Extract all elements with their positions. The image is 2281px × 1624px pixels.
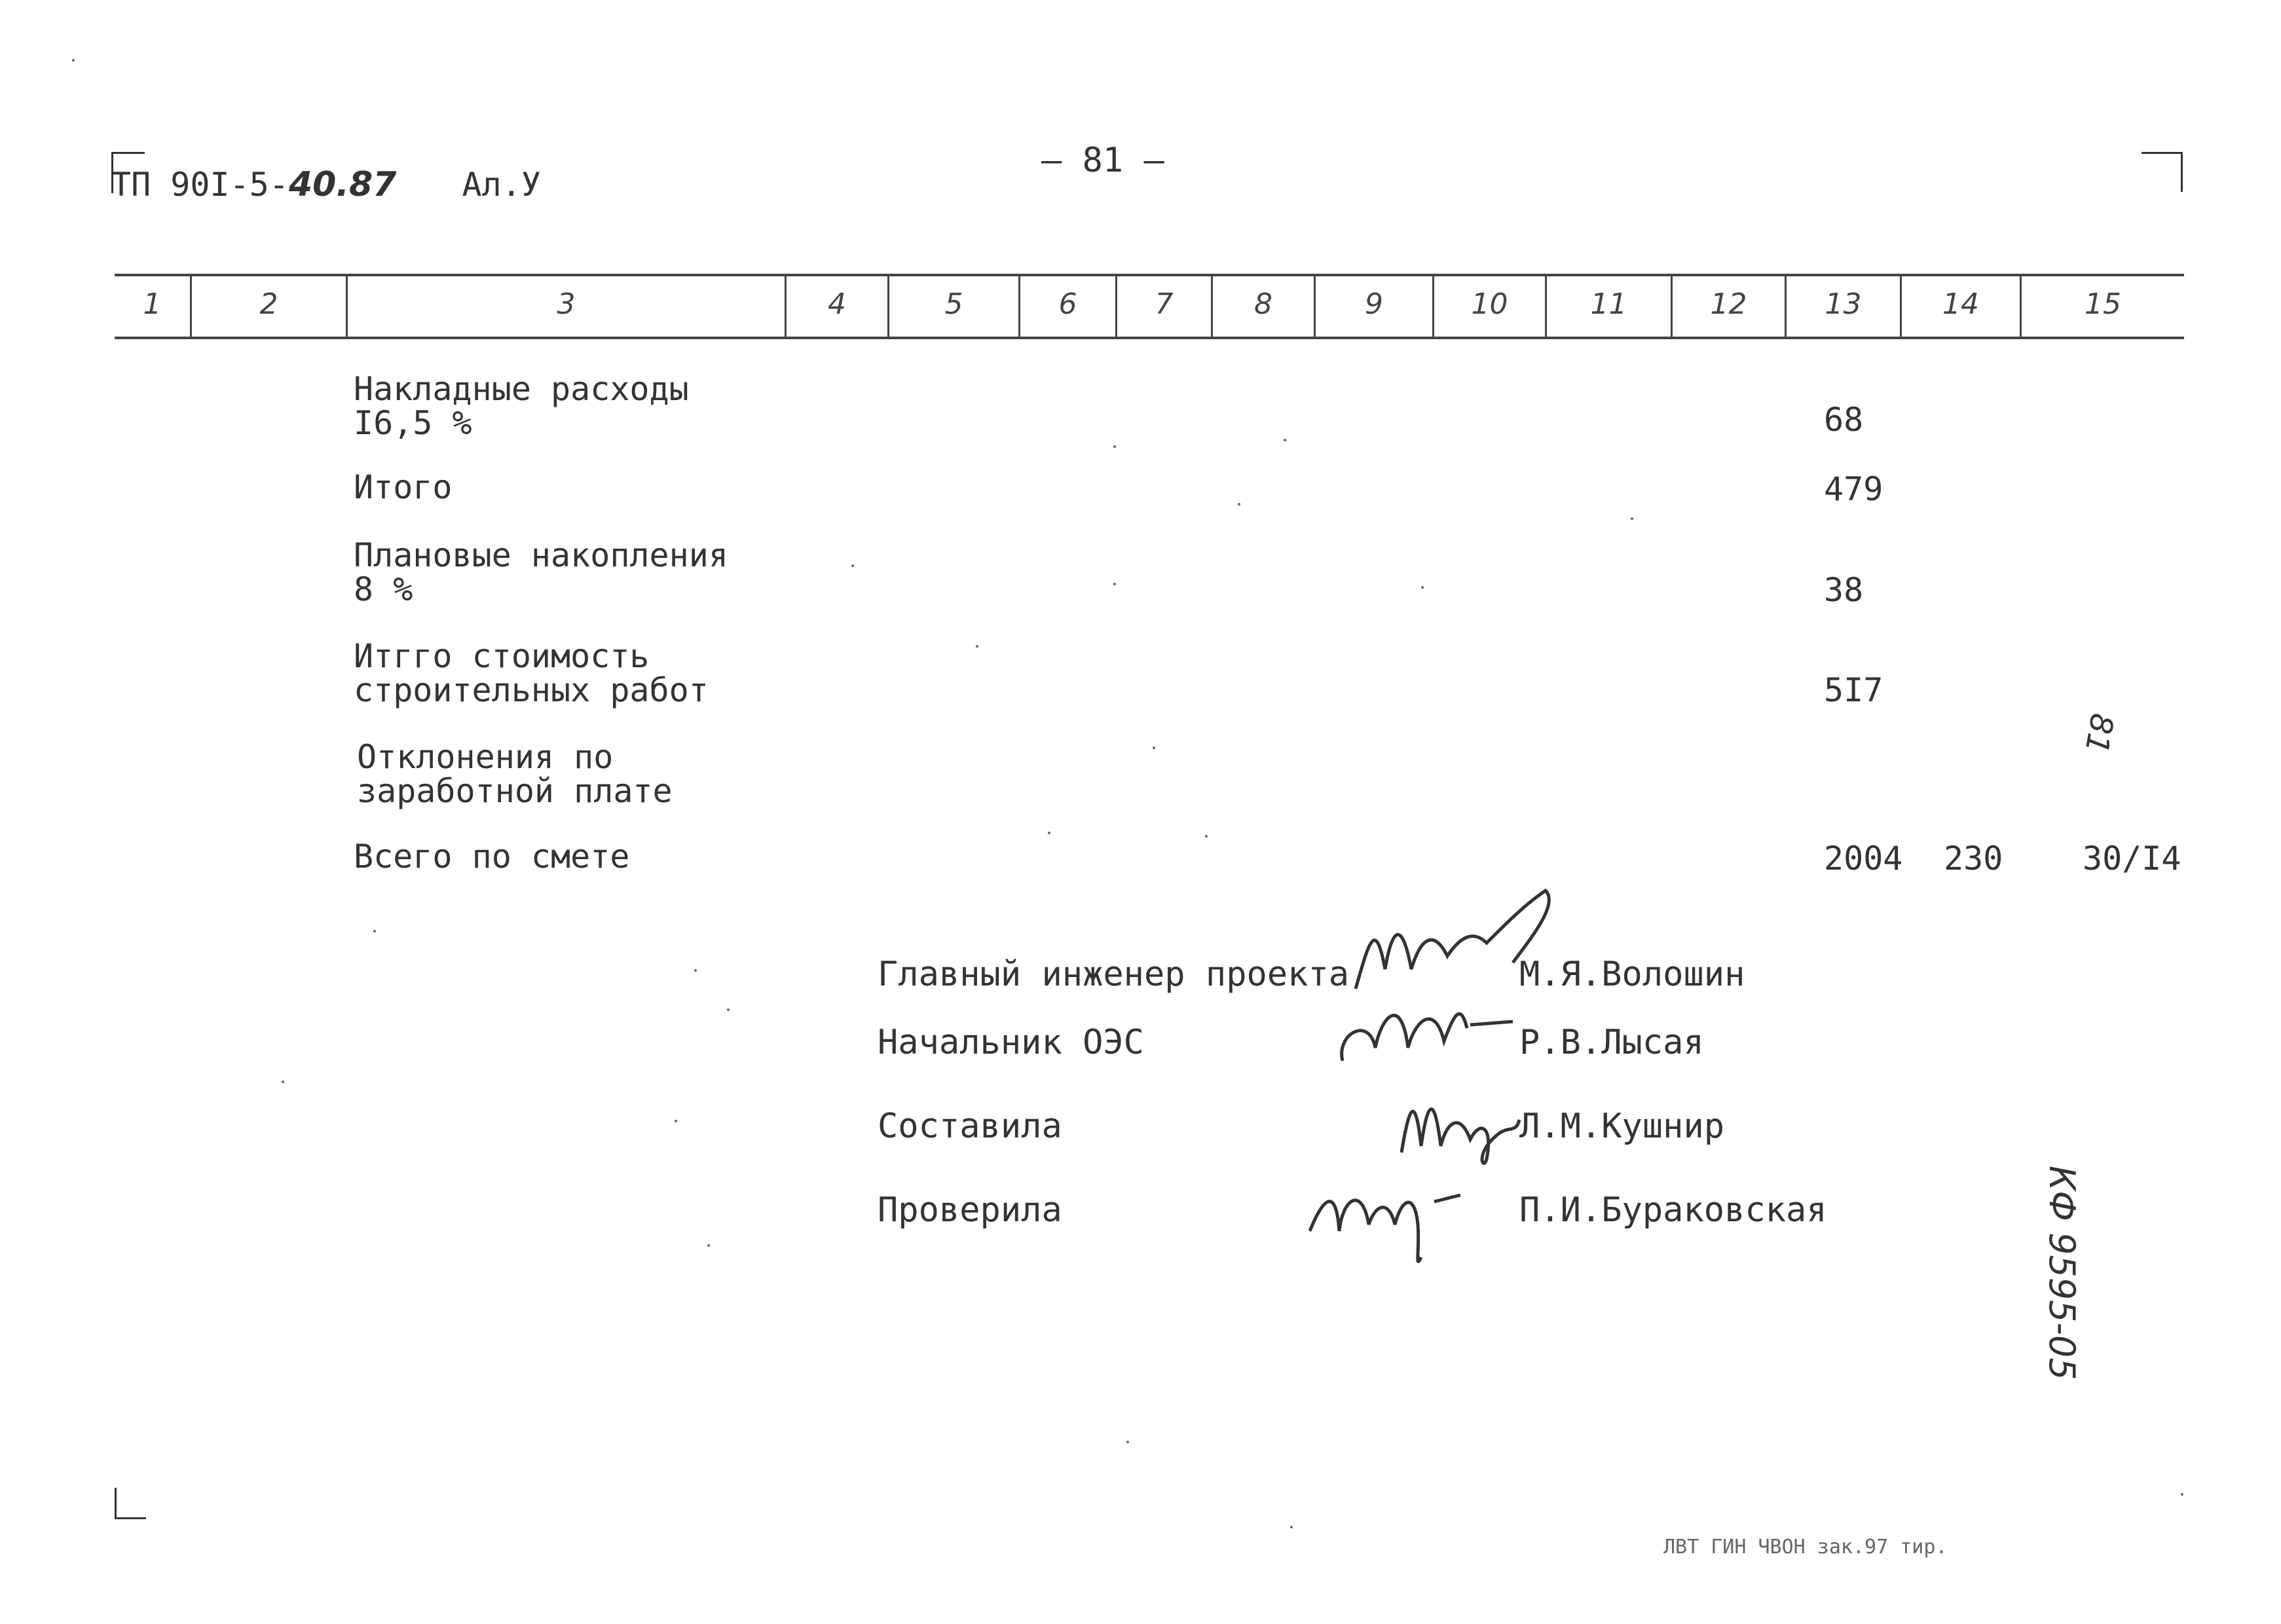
signature-name: П.И.Бураковская xyxy=(1519,1190,1827,1230)
scan-speck xyxy=(1421,586,1424,589)
scan-speck xyxy=(1290,1526,1293,1528)
document-code-prefix: ТП 90I-5- xyxy=(111,166,289,204)
row-label-line: Итого xyxy=(354,468,453,506)
row-label-grand-total xyxy=(354,840,629,874)
column-number: 1 xyxy=(143,287,162,321)
page-number: — 81 — xyxy=(1041,141,1164,180)
row-label-overhead xyxy=(354,372,689,440)
scan-speck xyxy=(1113,583,1116,585)
column-number: 3 xyxy=(346,276,785,337)
signature-title: Проверила xyxy=(878,1190,1062,1230)
scan-speck xyxy=(707,1244,710,1247)
signature-title: Главный инженер проекта xyxy=(878,955,1350,994)
row-label-construction-cost xyxy=(354,639,709,707)
column-number: 12 xyxy=(1671,276,1785,337)
column-number: 15 xyxy=(2020,276,2184,337)
value-col14: 230 xyxy=(1944,840,2003,877)
value-col13: 5I7 xyxy=(1824,671,1883,709)
scan-speck xyxy=(694,969,697,972)
scan-speck xyxy=(1238,503,1240,506)
corner-mark-top-right xyxy=(2142,152,2183,192)
column-number: 8 xyxy=(1211,276,1314,337)
side-handwritten-number: 81 xyxy=(2077,710,2121,757)
row-label-line: Итгго стоимость xyxy=(354,637,650,675)
column-number: 14 xyxy=(1900,276,2020,337)
document-code xyxy=(111,165,541,204)
scan-speck xyxy=(72,59,75,62)
column-number: 13 xyxy=(1785,276,1900,337)
column-number-row xyxy=(115,274,2184,339)
row-label-line: Накладные расходы xyxy=(354,370,689,408)
value-col13: 38 xyxy=(1824,571,1864,609)
row-label-line: Всего по смете xyxy=(354,838,630,876)
column-number: 2 xyxy=(190,276,346,337)
scan-speck xyxy=(1631,517,1633,520)
scan-speck xyxy=(1048,832,1050,834)
row-label-line: Плановые накопления xyxy=(354,536,728,574)
document-code-number: 40.87 xyxy=(288,165,397,204)
value-col13: 68 xyxy=(1824,401,1864,439)
column-number: 5 xyxy=(887,276,1018,337)
column-number: 9 xyxy=(1314,276,1432,337)
scan-speck xyxy=(1284,439,1286,441)
signature-scribble-head-oes xyxy=(1329,976,1526,1087)
column-number: 4 xyxy=(785,276,887,337)
column-number: 6 xyxy=(1018,276,1115,337)
value-col13: 479 xyxy=(1824,470,1883,508)
row-label-line: 8 % xyxy=(354,570,413,608)
scan-speck xyxy=(727,1008,730,1011)
scan-speck xyxy=(282,1080,284,1083)
print-stamp: ЛВТ ГИН ЧВОН зак.97 тир. xyxy=(1663,1536,1948,1559)
signature-scribble-compiler xyxy=(1395,1074,1526,1172)
scan-speck xyxy=(1113,445,1116,448)
scan-speck xyxy=(1153,747,1155,749)
signature-name: Р.В.Лысая xyxy=(1519,1023,1704,1062)
side-archive-code: КФ 9595-05 xyxy=(2041,1166,2083,1380)
scan-speck xyxy=(373,930,376,932)
scan-speck xyxy=(1126,1441,1129,1443)
column-number: 7 xyxy=(1115,276,1211,337)
signature-name: М.Я.Волошин xyxy=(1519,955,1745,994)
row-label-wage-deviations xyxy=(357,740,673,808)
row-label-line: строительных работ xyxy=(354,671,709,709)
signature-scribble-checker xyxy=(1303,1159,1480,1270)
row-label-line: Отклонения по xyxy=(357,738,614,776)
scan-speck xyxy=(1205,835,1208,838)
row-label-planned-savings xyxy=(354,538,728,606)
signature-name: Л.М.Кушнир xyxy=(1519,1107,1725,1146)
column-number: 10 xyxy=(1432,276,1545,337)
corner-mark-bottom-left xyxy=(115,1488,146,1519)
signature-title: Составила xyxy=(878,1107,1062,1146)
scan-speck xyxy=(675,1120,677,1122)
row-label-total xyxy=(354,470,453,504)
scan-speck xyxy=(976,645,978,648)
scan-speck xyxy=(851,564,854,567)
scan-speck xyxy=(2181,1493,2183,1496)
value-col13: 2004 xyxy=(1824,840,1903,877)
row-label-line: заработной плате xyxy=(357,772,673,810)
value-col15: 30/I4 xyxy=(2083,840,2181,877)
album-label: Ал.У xyxy=(462,166,541,204)
row-label-line: I6,5 % xyxy=(354,404,472,442)
column-number: 11 xyxy=(1545,276,1671,337)
signature-title: Начальник ОЭС xyxy=(878,1023,1144,1062)
